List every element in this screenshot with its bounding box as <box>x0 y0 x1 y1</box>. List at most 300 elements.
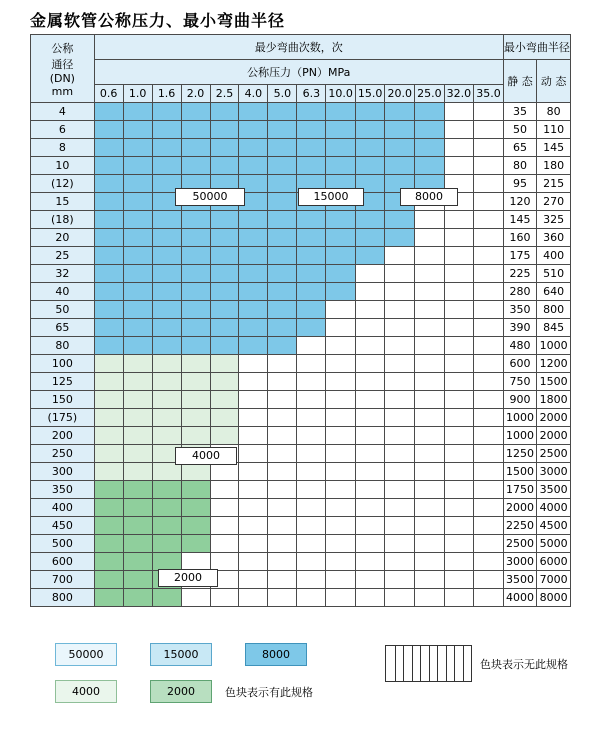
dn-value: 300 <box>31 463 95 481</box>
dynamic-radius-value: 1500 <box>537 373 571 391</box>
dynamic-radius-value: 180 <box>537 157 571 175</box>
grid-cell <box>297 589 326 607</box>
grid-cell <box>181 337 210 355</box>
grid-cell <box>123 445 152 463</box>
grid-cell <box>123 589 152 607</box>
grid-cell <box>326 265 356 283</box>
legend-item-2000: 2000 <box>150 680 212 703</box>
pn-value-header-11: 25.0 <box>415 85 445 103</box>
grid-cell <box>415 121 445 139</box>
grid-cell <box>239 589 268 607</box>
static-radius-value: 65 <box>503 139 537 157</box>
grid-cell <box>326 121 356 139</box>
grid-cell <box>385 103 415 121</box>
dynamic-radius-value: 7000 <box>537 571 571 589</box>
grid-cell <box>326 517 356 535</box>
grid-cell <box>210 373 239 391</box>
pn-value-header-12: 32.0 <box>444 85 474 103</box>
dn-header-cell <box>31 35 95 103</box>
grid-cell <box>210 301 239 319</box>
grid-cell <box>297 247 326 265</box>
grid-cell <box>444 463 474 481</box>
grid-cell <box>355 139 385 157</box>
grid-cell <box>474 319 504 337</box>
dn-value: 10 <box>31 157 95 175</box>
pn-value-header-0: 0.6 <box>94 85 123 103</box>
grid-cell <box>152 535 181 553</box>
table-row <box>31 499 571 517</box>
grid-cell <box>94 571 123 589</box>
grid-cell <box>123 427 152 445</box>
table-row <box>31 319 571 337</box>
grid-cell <box>152 373 181 391</box>
grid-cell <box>444 499 474 517</box>
table-row <box>31 139 571 157</box>
grid-cell <box>297 427 326 445</box>
table-row <box>31 265 571 283</box>
grid-cell <box>181 157 210 175</box>
overlay-tag: 15000 <box>298 188 364 206</box>
grid-cell <box>385 283 415 301</box>
grid-cell <box>385 301 415 319</box>
grid-cell <box>415 103 445 121</box>
grid-cell <box>152 589 181 607</box>
grid-cell <box>385 427 415 445</box>
grid-cell <box>181 535 210 553</box>
grid-cell <box>297 517 326 535</box>
grid-cell <box>474 139 504 157</box>
grid-cell <box>326 589 356 607</box>
grid-cell <box>94 373 123 391</box>
grid-cell <box>444 373 474 391</box>
table-row <box>31 301 571 319</box>
grid-cell <box>152 229 181 247</box>
grid-cell <box>94 517 123 535</box>
grid-cell <box>210 229 239 247</box>
grid-cell <box>239 265 268 283</box>
grid-cell <box>181 553 210 571</box>
static-radius-value: 2250 <box>503 517 537 535</box>
grid-cell <box>123 103 152 121</box>
dn-value: 20 <box>31 229 95 247</box>
grid-cell <box>385 571 415 589</box>
legend-note-hatch: 色块表示无此规格 <box>480 658 568 671</box>
grid-cell <box>181 409 210 427</box>
grid-cell <box>385 499 415 517</box>
grid-cell <box>297 265 326 283</box>
grid-cell <box>326 373 356 391</box>
table-row <box>31 229 571 247</box>
grid-cell <box>210 355 239 373</box>
grid-cell <box>385 535 415 553</box>
grid-cell <box>123 157 152 175</box>
dynamic-radius-value: 1800 <box>537 391 571 409</box>
grid-cell <box>210 535 239 553</box>
dn-value: 350 <box>31 481 95 499</box>
grid-cell <box>444 481 474 499</box>
grid-cell <box>355 445 385 463</box>
grid-cell <box>385 319 415 337</box>
grid-cell <box>152 121 181 139</box>
grid-cell <box>415 265 445 283</box>
grid-cell <box>385 157 415 175</box>
grid-cell <box>123 481 152 499</box>
grid-cell <box>297 535 326 553</box>
dn-value: 80 <box>31 337 95 355</box>
dn-value: 500 <box>31 535 95 553</box>
table-body <box>31 103 571 607</box>
table-row <box>31 445 571 463</box>
grid-cell <box>268 589 297 607</box>
grid-cell <box>355 157 385 175</box>
grid-cell <box>152 337 181 355</box>
grid-cell <box>415 553 445 571</box>
grid-cell <box>444 589 474 607</box>
grid-cell <box>268 463 297 481</box>
dn-value: 125 <box>31 373 95 391</box>
grid-cell <box>474 301 504 319</box>
grid-cell <box>474 283 504 301</box>
dynamic-radius-value: 110 <box>537 121 571 139</box>
dynamic-radius-value: 145 <box>537 139 571 157</box>
grid-cell <box>297 103 326 121</box>
dynamic-radius-value: 2000 <box>537 409 571 427</box>
grid-cell <box>94 283 123 301</box>
grid-cell <box>297 121 326 139</box>
grid-cell <box>444 517 474 535</box>
grid-cell <box>94 481 123 499</box>
grid-cell <box>210 283 239 301</box>
grid-cell <box>268 121 297 139</box>
static-radius-value: 50 <box>503 121 537 139</box>
grid-cell <box>94 337 123 355</box>
grid-cell <box>326 301 356 319</box>
grid-cell <box>239 121 268 139</box>
static-radius-value: 1250 <box>503 445 537 463</box>
dn-value: 200 <box>31 427 95 445</box>
grid-cell <box>268 337 297 355</box>
table-row <box>31 391 571 409</box>
grid-cell <box>268 481 297 499</box>
grid-cell <box>326 409 356 427</box>
grid-cell <box>94 463 123 481</box>
grid-cell <box>239 247 268 265</box>
grid-cell <box>268 301 297 319</box>
grid-cell <box>123 175 152 193</box>
grid-cell <box>444 139 474 157</box>
grid-cell <box>181 355 210 373</box>
grid-cell <box>415 247 445 265</box>
grid-cell <box>268 157 297 175</box>
dynamic-radius-value: 360 <box>537 229 571 247</box>
grid-cell <box>181 427 210 445</box>
grid-cell <box>385 355 415 373</box>
static-radius-value: 225 <box>503 265 537 283</box>
grid-cell <box>123 283 152 301</box>
grid-cell <box>268 535 297 553</box>
dynamic-radius-value: 8000 <box>537 589 571 607</box>
grid-cell <box>181 499 210 517</box>
grid-cell <box>297 571 326 589</box>
static-radius-value: 1500 <box>503 463 537 481</box>
grid-cell <box>181 103 210 121</box>
grid-cell <box>268 355 297 373</box>
grid-cell <box>297 499 326 517</box>
grid-cell <box>326 463 356 481</box>
dn-header-line-4: mm <box>51 84 74 98</box>
table-row <box>31 283 571 301</box>
grid-cell <box>385 139 415 157</box>
grid-cell <box>297 211 326 229</box>
grid-cell <box>444 301 474 319</box>
grid-cell <box>123 355 152 373</box>
legend-item-50000: 50000 <box>55 643 117 666</box>
grid-cell <box>268 445 297 463</box>
grid-cell <box>474 571 504 589</box>
dynamic-radius-value: 6000 <box>537 553 571 571</box>
grid-cell <box>123 463 152 481</box>
grid-cell <box>444 337 474 355</box>
static-radius-value: 120 <box>503 193 537 211</box>
grid-cell <box>326 247 356 265</box>
dn-value: 6 <box>31 121 95 139</box>
grid-cell <box>444 265 474 283</box>
grid-cell <box>181 121 210 139</box>
legend <box>30 635 571 715</box>
grid-cell <box>385 247 415 265</box>
grid-cell <box>268 391 297 409</box>
table-row <box>31 121 571 139</box>
dynamic-radius-value: 510 <box>537 265 571 283</box>
table-row <box>31 409 571 427</box>
grid-cell <box>415 589 445 607</box>
static-radius-value: 175 <box>503 247 537 265</box>
dynamic-radius-value: 845 <box>537 319 571 337</box>
grid-cell <box>444 355 474 373</box>
grid-cell <box>94 445 123 463</box>
grid-cell <box>123 121 152 139</box>
grid-cell <box>210 499 239 517</box>
grid-cell <box>123 571 152 589</box>
grid-cell <box>474 247 504 265</box>
grid-cell <box>152 211 181 229</box>
grid-cell <box>444 553 474 571</box>
grid-cell <box>239 571 268 589</box>
grid-cell <box>123 139 152 157</box>
grid-cell <box>94 301 123 319</box>
pn-value-header-4: 2.5 <box>210 85 239 103</box>
grid-cell <box>385 589 415 607</box>
grid-cell <box>474 553 504 571</box>
dn-value: 50 <box>31 301 95 319</box>
grid-cell <box>152 265 181 283</box>
grid-cell <box>444 157 474 175</box>
static-radius-value: 145 <box>503 211 537 229</box>
page-title: 金属软管公称压力、最小弯曲半径 <box>30 11 286 30</box>
grid-cell <box>385 373 415 391</box>
grid-cell <box>326 445 356 463</box>
grid-cell <box>94 139 123 157</box>
static-radius-value: 3000 <box>503 553 537 571</box>
grid-cell <box>444 409 474 427</box>
grid-cell <box>474 193 504 211</box>
grid-cell <box>355 319 385 337</box>
dn-value: 4 <box>31 103 95 121</box>
grid-cell <box>297 481 326 499</box>
static-radius-value: 900 <box>503 391 537 409</box>
grid-cell <box>181 373 210 391</box>
table-row <box>31 157 571 175</box>
grid-cell <box>152 247 181 265</box>
grid-cell <box>474 409 504 427</box>
grid-cell <box>297 319 326 337</box>
dn-value: 600 <box>31 553 95 571</box>
grid-cell <box>123 193 152 211</box>
grid-cell <box>152 391 181 409</box>
grid-cell <box>415 571 445 589</box>
grid-cell <box>239 103 268 121</box>
grid-cell <box>474 373 504 391</box>
grid-cell <box>297 283 326 301</box>
grid-cell <box>181 301 210 319</box>
grid-cell <box>297 337 326 355</box>
grid-cell <box>94 355 123 373</box>
grid-cell <box>444 247 474 265</box>
grid-cell <box>444 121 474 139</box>
hatch-line <box>446 646 447 681</box>
static-radius-value: 4000 <box>503 589 537 607</box>
static-radius-value: 750 <box>503 373 537 391</box>
grid-cell <box>415 517 445 535</box>
static-radius-value: 2500 <box>503 535 537 553</box>
hatch-line <box>412 646 413 681</box>
grid-cell <box>239 535 268 553</box>
grid-cell <box>181 481 210 499</box>
grid-cell <box>210 337 239 355</box>
dynamic-radius-value: 3000 <box>537 463 571 481</box>
grid-cell <box>415 337 445 355</box>
grid-cell <box>355 499 385 517</box>
dynamic-radius-value: 270 <box>537 193 571 211</box>
static-radius-value: 280 <box>503 283 537 301</box>
pn-value-header-1: 1.0 <box>123 85 152 103</box>
hatch-line <box>437 646 438 681</box>
header-row-3-pn-values <box>31 85 571 103</box>
static-radius-value: 3500 <box>503 571 537 589</box>
grid-cell <box>444 391 474 409</box>
pn-value-header-9: 15.0 <box>355 85 385 103</box>
grid-cell <box>123 391 152 409</box>
grid-cell <box>355 121 385 139</box>
grid-cell <box>239 337 268 355</box>
grid-cell <box>297 373 326 391</box>
hatch-line <box>420 646 421 681</box>
grid-cell <box>94 391 123 409</box>
table-row <box>31 535 571 553</box>
grid-cell <box>355 481 385 499</box>
grid-cell <box>239 139 268 157</box>
hatch-line <box>395 646 396 681</box>
grid-cell <box>94 175 123 193</box>
grid-cell <box>297 139 326 157</box>
grid-cell <box>326 337 356 355</box>
static-radius-value: 480 <box>503 337 537 355</box>
grid-cell <box>474 535 504 553</box>
grid-cell <box>123 535 152 553</box>
grid-cell <box>355 337 385 355</box>
dn-value: 450 <box>31 517 95 535</box>
grid-cell <box>355 409 385 427</box>
grid-cell <box>94 157 123 175</box>
grid-cell <box>152 319 181 337</box>
grid-cell <box>239 301 268 319</box>
grid-cell <box>181 391 210 409</box>
grid-cell <box>444 445 474 463</box>
grid-cell <box>385 481 415 499</box>
grid-cell <box>326 103 356 121</box>
grid-cell <box>123 499 152 517</box>
grid-cell <box>355 463 385 481</box>
grid-cell <box>415 355 445 373</box>
grid-cell <box>268 247 297 265</box>
grid-cell <box>474 355 504 373</box>
static-radius-value: 1750 <box>503 481 537 499</box>
grid-cell <box>239 481 268 499</box>
grid-cell <box>415 481 445 499</box>
grid-cell <box>355 265 385 283</box>
dn-header-line-1: 公称 <box>51 41 74 55</box>
static-radius-value: 390 <box>503 319 537 337</box>
legend-item-8000: 8000 <box>245 643 307 666</box>
grid-cell <box>268 193 297 211</box>
static-radius-value: 160 <box>503 229 537 247</box>
grid-cell <box>385 229 415 247</box>
grid-cell <box>474 445 504 463</box>
grid-cell <box>239 553 268 571</box>
grid-cell <box>385 409 415 427</box>
dn-value: (175) <box>31 409 95 427</box>
grid-cell <box>326 139 356 157</box>
grid-cell <box>181 463 210 481</box>
dn-value: 700 <box>31 571 95 589</box>
table-row <box>31 589 571 607</box>
hatch-swatch <box>385 645 472 682</box>
grid-cell <box>326 157 356 175</box>
grid-cell <box>355 571 385 589</box>
table-row <box>31 517 571 535</box>
table-row <box>31 463 571 481</box>
grid-cell <box>415 301 445 319</box>
pn-value-header-8: 10.0 <box>326 85 356 103</box>
grid-cell <box>474 103 504 121</box>
table-row <box>31 373 571 391</box>
grid-cell <box>268 103 297 121</box>
grid-cell <box>123 247 152 265</box>
grid-cell <box>385 553 415 571</box>
grid-cell <box>355 283 385 301</box>
grid-cell <box>297 301 326 319</box>
pn-header: 公称压力（PN）MPa <box>94 60 503 85</box>
legend-note-color: 色块表示有此规格 <box>225 686 313 699</box>
grid-cell <box>415 499 445 517</box>
grid-cell <box>123 211 152 229</box>
static-radius-value: 600 <box>503 355 537 373</box>
grid-cell <box>355 355 385 373</box>
grid-cell <box>474 229 504 247</box>
grid-cell <box>385 121 415 139</box>
grid-cell <box>268 373 297 391</box>
grid-cell <box>355 211 385 229</box>
